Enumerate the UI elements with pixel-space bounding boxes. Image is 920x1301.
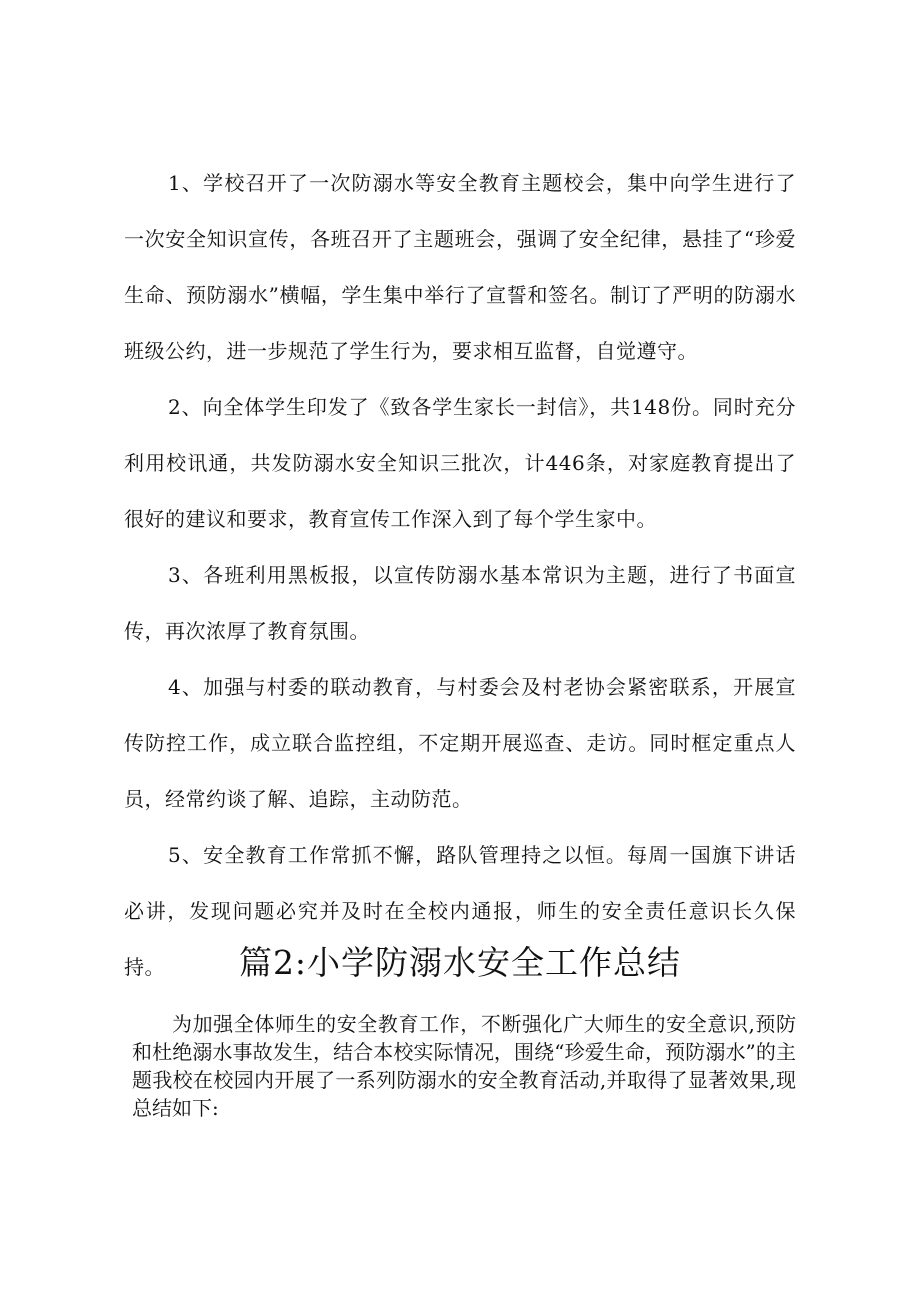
- measure-paragraph-2: 2、向全体学生印发了《致各学生家长一封信》，共148份。同时充分利用校讯通，共发防溺水安全知识三批次，计446条，对家庭教育提出了很好的建议和要求，教育宣传工作深入到了每个学生家中。: [124, 395, 796, 531]
- summary-intro-section: [132, 1010, 796, 1122]
- work-measures-section: [124, 155, 796, 995]
- measure-paragraph-3: 3、各班利用黑板报，以宣传防溺水基本常识为主题，进行了书面宣传，再次浓厚了教育氛围。: [124, 563, 796, 643]
- measure-paragraph-1: 1、学校召开了一次防溺水等安全教育主题校会，集中向学生进行了一次安全知识宣传，各班召开了主题班会，强调了安全纪律，悬挂了“珍爱生命、预防溺水”横幅，学生集中举行了宣誓和签名。制订了严明的防溺水班级公约，进一步规范了学生行为，要求相互监督，自觉遵守。: [124, 171, 796, 363]
- measure-paragraph-5: 5、安全教育工作常抓不懈，路队管理持之以恒。每周一国旗下讲话必讲，发现问题必究并及时在全校内通报，师生的安全责任意识长久保持。: [124, 843, 796, 979]
- section-two-title: 篇2:小学防溺水安全工作总结: [238, 943, 682, 982]
- measure-paragraph-4: 4、加强与村委的联动教育，与村委会及村老协会紧密联系，开展宣传防控工作，成立联合监控组，不定期开展巡查、走访。同时框定重点人员，经常约谈了解、追踪，主动防范。: [124, 675, 796, 811]
- summary-intro-paragraph: 为加强全体师生的安全教育工作，不断强化广大师生的安全意识,预防和杜绝溺水事故发生，结合本校实际情况，围绕“珍爱生命，预防溺水”的主题我校在校园内开展了一系列防溺水的安全教育活动,并取得了显著效果,现总结如下:: [132, 1012, 796, 1120]
